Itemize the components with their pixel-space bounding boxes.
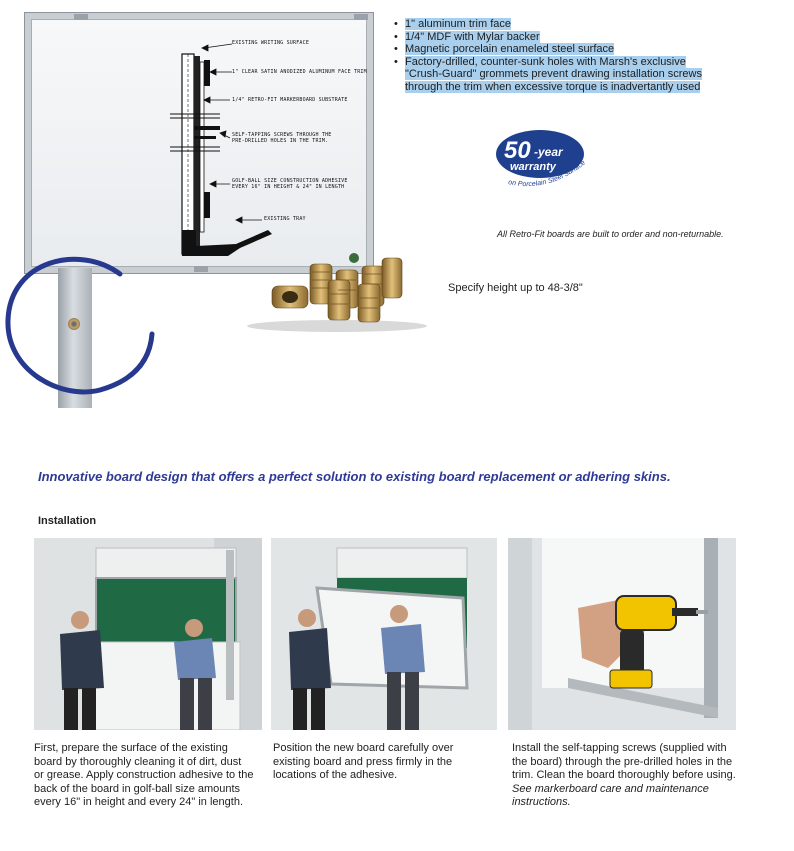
warranty-sub: on Porcelain Steel Surface (507, 159, 587, 189)
feature-item: • 1/4" MDF with Mylar backer (392, 31, 722, 44)
installation-step-3 (512, 742, 736, 810)
feature-item: • Magnetic porcelain enameled steel surface (392, 43, 722, 56)
height-spec: Specify height up to 48-3/8" (448, 282, 583, 294)
label-adhesive-1: GOLF-BALL SIZE CONSTRUCTION ADHESIVE (232, 178, 348, 184)
label-screws-2: PRE-DRILLED HOLES IN THE TRIM. (232, 138, 329, 144)
label-tray: EXISTING TRAY (264, 216, 306, 222)
drilling-screws-photo (508, 538, 736, 730)
feature-item: • 1" aluminum trim face (392, 18, 722, 31)
label-substrate: 1/4" RETRO-FIT MARKERBOARD SUBSTRATE (232, 97, 348, 103)
non-returnable-note: All Retro-Fit boards are built to order and non-returnable. (497, 229, 724, 239)
label-screws-1: SELF-TAPPING SCREWS THROUGH THE (232, 132, 332, 138)
tagline: Innovative board design that offers a perfect solution to existing board replacement or adhering skins. (38, 469, 671, 484)
warranty-badge (494, 128, 604, 198)
warranty-suffix: -year (534, 145, 563, 159)
warranty-word: warranty (510, 161, 556, 173)
warranty-number: 50 (504, 137, 531, 164)
label-existing-surface: EXISTING WRITING SURFACE (232, 40, 310, 46)
callout-circle (0, 250, 170, 410)
installation-step-3-text: Install the self-tapping screws (supplied with the board) through the pre-drilled holes in the trim. Clean the board thoroughly before using. (512, 742, 736, 781)
crush-guard-grommets-image (232, 250, 442, 334)
workers-positioning-board-photo (34, 538, 262, 730)
installation-heading: Installation (38, 515, 97, 527)
feature-list (392, 18, 722, 93)
label-trim: 1" CLEAR SATIN ANODIZED ALUMINUM FACE TRIM (232, 69, 367, 75)
care-instructions-reference: See markerboard care and maintenance instructions. (512, 782, 709, 808)
installation-step-1: First, prepare the surface of the existing board by thoroughly cleaning it of dirt, dust or grease. Apply construction adhesive to the back of the board in golf-ball size amounts every 16" in height and every 24" in length. (34, 742, 254, 808)
installation-step-2: Position the new board carefully over existing board and press firmly in the locations of the adhesive. (273, 742, 454, 781)
retro-fit-board-illustration (24, 12, 374, 274)
label-adhesive-2: EVERY 16" IN HEIGHT & 24" IN LENGTH (232, 184, 345, 190)
workers-pressing-board-photo (271, 538, 497, 730)
feature-item: • Factory-drilled, counter-sunk holes with Marsh's exclusive "Crush-Guard" grommets prevent drawing installation screws through the trim when excessive torque is inadvertantly used (392, 56, 722, 94)
